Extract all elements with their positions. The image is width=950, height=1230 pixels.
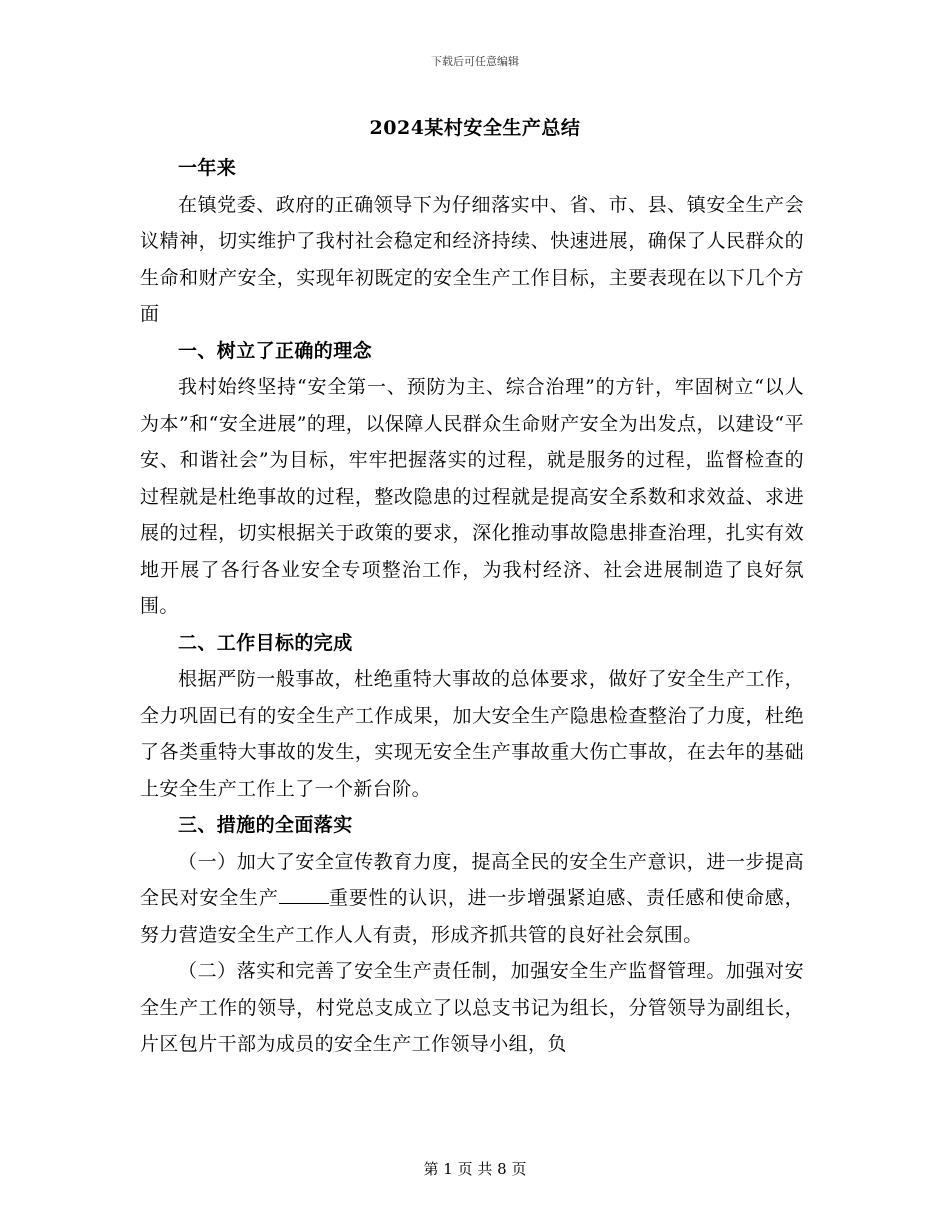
section-1-paragraph: 我村始终坚持“安全第一、预防为主、综合治理”的方针，牢固树立“以人为本”和“安全进展”的理，以保障人民群众生命财产安全为出发点，以建设“平安、和谐社会”为目标，牢牢把握落实的过程，就是服务的过程，监督检查的过程就是杜绝事故的过程，整改隐患的过程就是提高安全系数和求效益、求进展的过程，切实根据关于政策的要求，深化推动事故隐患排查治理，扎实有效地开展了各行各业安全专项整治工作，为我村经济、社会进展制造了良好氛围。 — [140, 376, 804, 617]
document-title: 2024某村安全生产总结 — [369, 117, 581, 139]
section-3-p1-before: （一）加大了安全宣传教育力度，提高全民的安全生产意识，进一步提高全民对安全生产 — [140, 850, 804, 909]
intro-paragraph: 在镇党委、政府的正确领导下为仔细落实中、省、市、县、镇安全生产会议精神，切实维护了我村社会稳定和经济持续、快速进展，确保了人民群众的生命和财产安全，实现年初既定的安全生产工作目标，主要表现在以下几个方面 — [140, 193, 804, 325]
section-3-p1-after: 重要性的认识，进一步增强紧迫感、责任感和使命感，努力营造安全生产工作人人有责，形成齐抓共管的良好社会氛围。 — [140, 887, 804, 946]
section-2-heading: 二、工作目标的完成 — [178, 631, 353, 654]
document-body — [140, 150, 804, 1063]
section-1-heading: 一、树立了正确的理念 — [178, 339, 373, 362]
header-note: 下载后可任意编辑 — [431, 55, 519, 68]
page-footer: 第 1 页 共 8 页 — [423, 1160, 527, 1178]
intro-heading: 一年来 — [178, 157, 237, 179]
section-3-paragraph-1 — [140, 844, 804, 954]
section-3-paragraph-2: （二）落实和完善了安全生产责任制，加强安全生产监督管理。加强对安全生产工作的领导，村党总支成立了以总支书记为组长，分管领导为副组长，片区包片干部为成员的安全生产工作领导小组，负 — [140, 960, 804, 1055]
section-2-paragraph: 根据严防一般事故，杜绝重特大事故的总体要求，做好了安全生产工作，全力巩固已有的安全生产工作成果，加大安全生产隐患检查整治了力度，杜绝了各类重特大事故的发生，实现无安全生产事故重大伤亡事故，在去年的基础上安全生产工作上了一个新台阶。 — [140, 668, 804, 800]
fill-in-blank — [279, 885, 329, 904]
section-3-heading: 三、措施的全面落实 — [178, 814, 353, 836]
